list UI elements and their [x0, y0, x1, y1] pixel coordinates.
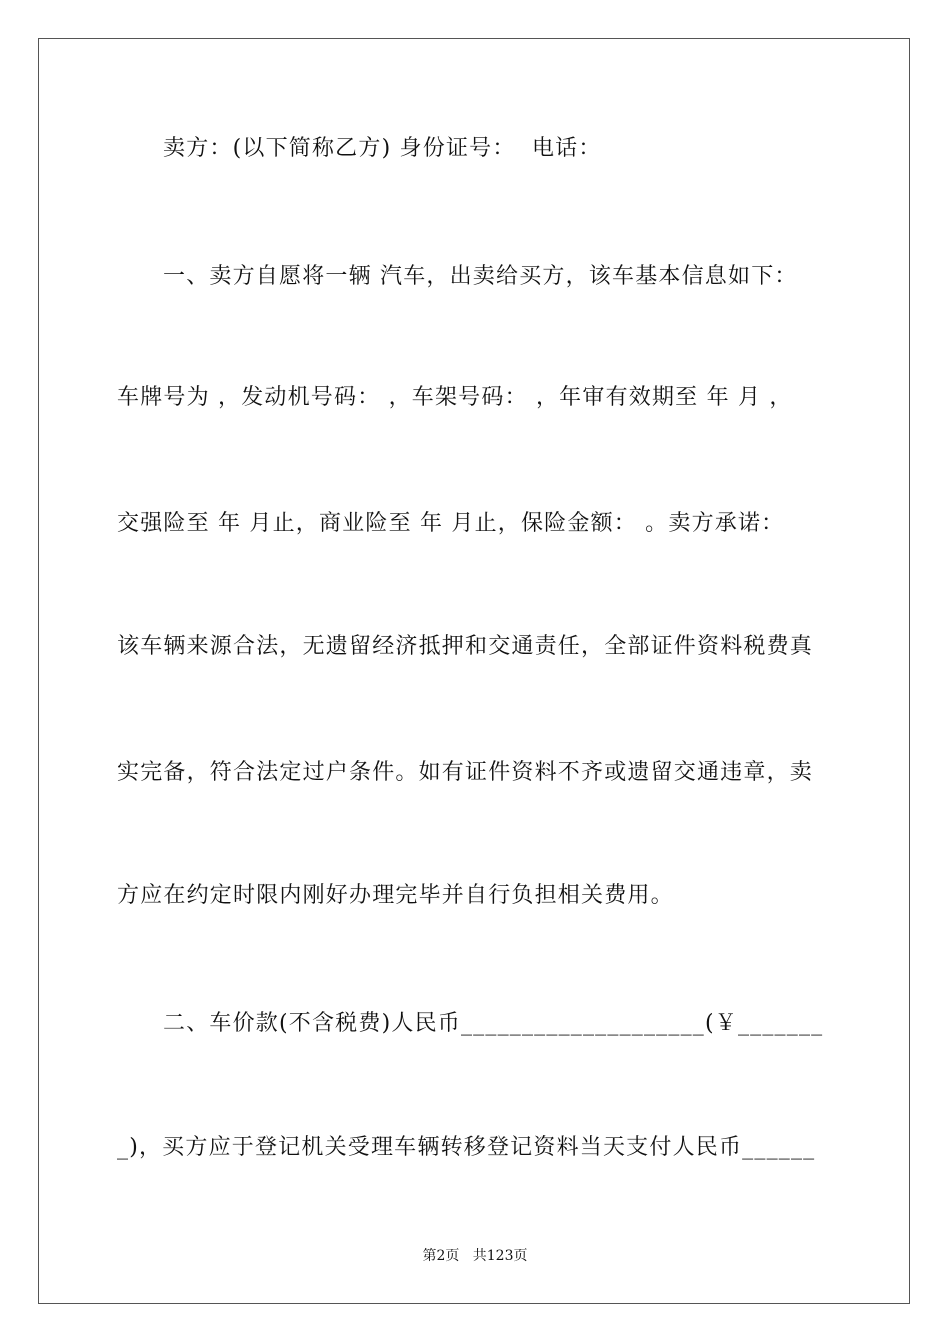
page-footer: 第2页 共123页: [422, 1248, 528, 1264]
clause-one-line: 一、卖方自愿将一辆 汽车，出卖给买方，该车基本信息如下：: [163, 264, 798, 289]
seller-obligation-line: 方应在约定时限内刚好办理完毕并自行负担相关费用。: [117, 883, 674, 908]
insurance-line: 交强险至 年 月止，商业险至 年 月止，保险金额： 。卖方承诺：: [117, 511, 785, 536]
payment-line: _)，买方应于登记机关受理车辆转移登记资料当天支付人民币______: [117, 1135, 816, 1160]
transfer-conditions-line: 实完备，符合法定过户条件。如有证件资料不齐或遗留交通违章，卖: [117, 760, 814, 785]
vehicle-info-line: 车牌号为 ，发动机号码： ，车架号码： ，年审有效期至 年 月 ，: [117, 385, 793, 410]
page-frame: [38, 38, 910, 1304]
seller-info-line: 卖方：(以下简称乙方) 身份证号： 电话：: [163, 136, 602, 161]
clause-two-line: 二、车价款(不含税费)人民币____________________(￥_______: [163, 1011, 824, 1036]
legal-source-line: 该车辆来源合法，无遗留经济抵押和交通责任，全部证件资料税费真: [117, 634, 814, 659]
